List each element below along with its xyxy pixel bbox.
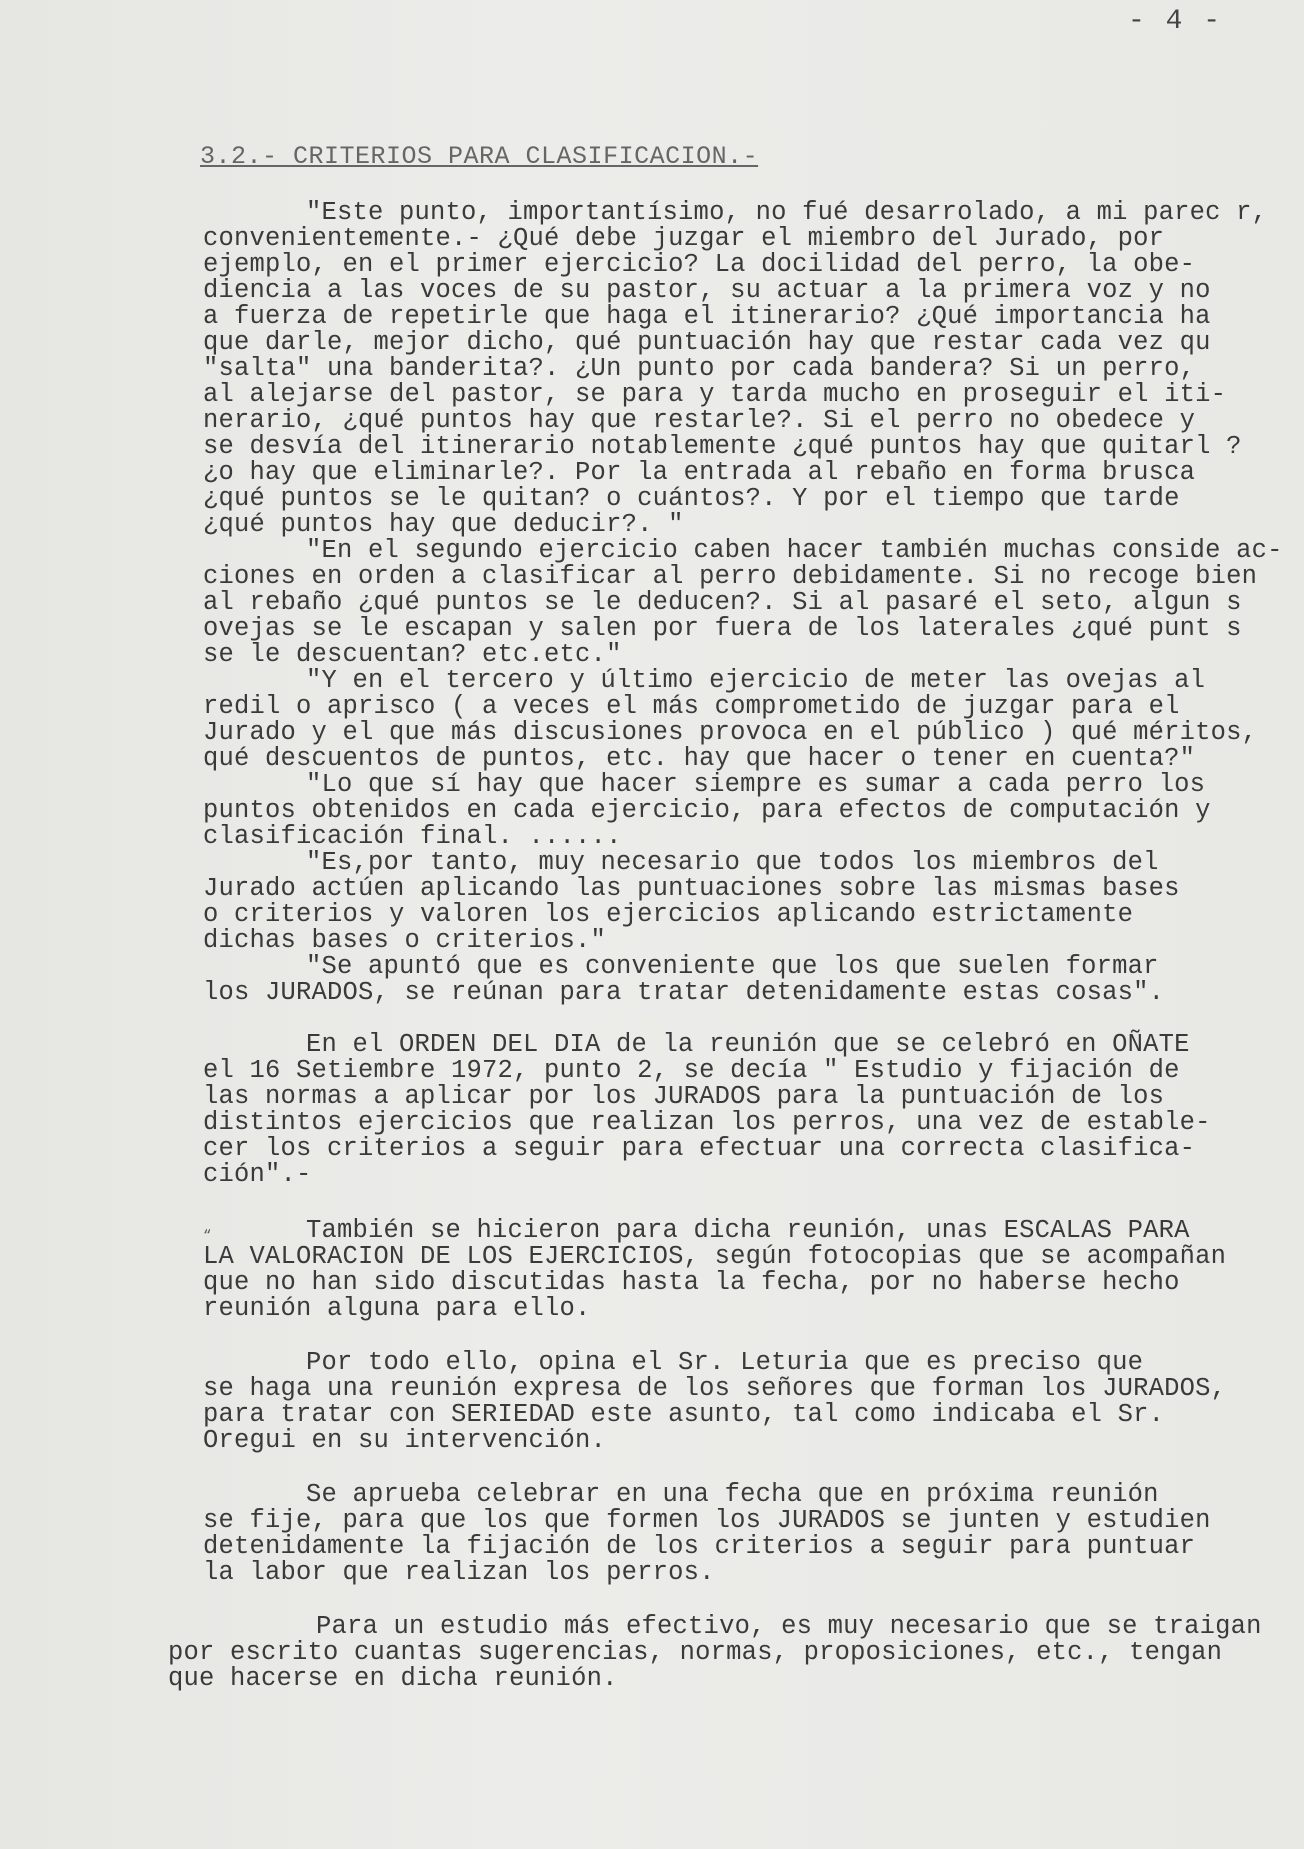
text-line: detenidamente la fijación de los criterios a seguir para puntuar	[203, 1532, 1196, 1561]
text-line: a fuerza de repetirle que haga el itinerario? ¿Qué importancia ha	[203, 302, 1211, 331]
text-line: "salta" una banderita?. ¿Un punto por cada bandera? Si un perro,	[203, 354, 1196, 383]
section-title: 3.2.- CRITERIOS PARA CLASIFICACION.-	[200, 142, 759, 171]
text-line: o criterios y valoren los ejercicios aplicando estrictamente	[203, 900, 1134, 929]
text-line: al alejarse del pastor, se para y tarda mucho en proseguir el iti-	[203, 380, 1227, 409]
text-line: nerario, ¿qué puntos hay que restarle?. Si el perro no obedece y	[203, 406, 1196, 435]
stray-mark: “	[203, 1228, 212, 1244]
text-line: reunión alguna para ello.	[203, 1294, 591, 1323]
text-line: Para un estudio más efectivo, es muy necesario que se traigan	[316, 1612, 1262, 1641]
text-line: En el ORDEN DEL DIA de la reunión que se celebró en OÑATE	[306, 1030, 1190, 1059]
text-line: se fije, para que los que formen los JURADOS se junten y estudien	[203, 1506, 1211, 1535]
text-line: Se aprueba celebrar en una fecha que en próxima reunión	[306, 1480, 1159, 1509]
text-line: redil o aprisco ( a veces el más comprometido de juzgar para el	[203, 692, 1180, 721]
text-line: LA VALORACION DE LOS EJERCICIOS, según fotocopias que se acompañan	[203, 1242, 1227, 1271]
text-line: cer los criterios a seguir para efectuar una correcta clasifica-	[203, 1134, 1196, 1163]
text-line: el 16 Setiembre 1972, punto 2, se decía " Estudio y fijación de	[203, 1056, 1180, 1085]
text-line: Oregui en su intervención.	[203, 1426, 607, 1455]
text-line: "Este punto, importantísimo, no fué desarrolado, a mi parec r,	[306, 198, 1268, 227]
text-line: diencia a las voces de su pastor, su actuar a la primera voz y no	[203, 276, 1211, 305]
text-line: ejemplo, en el primer ejercicio? La docilidad del perro, la obe-	[203, 250, 1196, 279]
text-line: al rebaño ¿qué puntos se le deducen?. Si al pasaré el seto, algun s	[203, 588, 1242, 617]
text-line: que hacerse en dicha reunión.	[168, 1664, 618, 1693]
text-line: Por todo ello, opina el Sr. Leturia que es preciso que	[306, 1348, 1144, 1377]
text-line: "Es,por tanto, muy necesario que todos los miembros del	[306, 848, 1159, 877]
text-line: Jurado actúen aplicando las puntuaciones sobre las mismas bases	[203, 874, 1180, 903]
text-line: ¿qué puntos hay que deducir?. "	[203, 510, 684, 539]
text-line: ¿o hay que eliminarle?. Por la entrada al rebaño en forma brusca	[203, 458, 1196, 487]
text-line: distintos ejercicios que realizan los perros, una vez de estable-	[203, 1108, 1211, 1137]
text-line: "Y en el tercero y último ejercicio de meter las ovejas al	[306, 666, 1206, 695]
text-line: dichas bases o criterios."	[203, 926, 607, 955]
page-number: - 4 -	[1128, 6, 1223, 37]
text-line: ciones en orden a clasificar al perro debidamente. Si no recoge bien	[203, 562, 1258, 591]
text-line: que no han sido discutidas hasta la fecha, por no haberse hecho	[203, 1268, 1180, 1297]
text-line: qué descuentos de puntos, etc. hay que hacer o tener en cuenta?"	[203, 744, 1196, 773]
text-line: "En el segundo ejercicio caben hacer también muchas conside ac-	[306, 536, 1283, 565]
text-line: ovejas se le escapan y salen por fuera de los laterales ¿qué punt s	[203, 614, 1242, 643]
text-line: se le descuentan? etc.etc."	[203, 640, 622, 669]
text-line: Jurado y el que más discusiones provoca en el público ) qué méritos,	[203, 718, 1258, 747]
text-line: para tratar con SERIEDAD este asunto, tal como indicaba el Sr.	[203, 1400, 1165, 1429]
text-line: ción".-	[203, 1160, 312, 1189]
text-line: clasificación final. ......	[203, 822, 622, 851]
text-line: la labor que realizan los perros.	[203, 1558, 715, 1587]
text-line: que darle, mejor dicho, qué puntuación hay que restar cada vez qu	[203, 328, 1211, 357]
text-line: se haga una reunión expresa de los señores que forman los JURADOS,	[203, 1374, 1227, 1403]
text-line: las normas a aplicar por los JURADOS para la puntuación de los	[203, 1082, 1165, 1111]
text-line: los JURADOS, se reúnan para tratar detenidamente estas cosas".	[203, 978, 1165, 1007]
text-line: También se hicieron para dicha reunión, unas ESCALAS PARA	[306, 1216, 1190, 1245]
text-line: ¿qué puntos se le quitan? o cuántos?. Y por el tiempo que tarde	[203, 484, 1180, 513]
text-line: "Lo que sí hay que hacer siempre es sumar a cada perro los	[306, 770, 1206, 799]
text-line: puntos obtenidos en cada ejercicio, para efectos de computación y	[203, 796, 1211, 825]
text-line: se desvía del itinerario notablemente ¿qué puntos hay que quitarl ?	[203, 432, 1242, 461]
text-line: por escrito cuantas sugerencias, normas, proposiciones, etc., tengan	[168, 1638, 1223, 1667]
text-line: convenientemente.- ¿Qué debe juzgar el miembro del Jurado, por	[203, 224, 1165, 253]
text-line: "Se apuntó que es conveniente que los que suelen formar	[306, 952, 1159, 981]
